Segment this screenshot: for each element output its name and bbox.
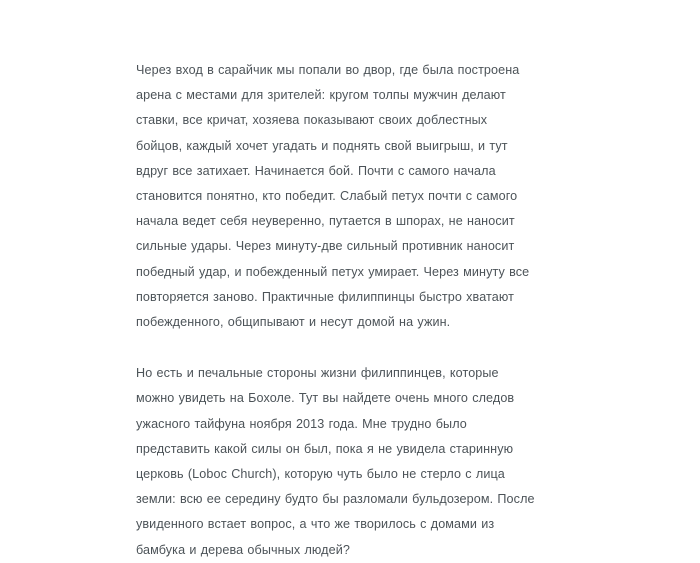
paragraph-1: Через вход в сарайчик мы попали во двор, где была построена арена с местами для зрителей: кругом толпы мужчин делают ставки, все кричат, хозяева показывают своих доблестных бойцов, каждый хочет угадать и поднять свой выигрыш, и тут вдруг все затихает. Начинается бой. Почти с самого начала становится понятно, кто победит. Слабый петух почти с самого начала ведет себя неуверенно, путается в шпорах, не наносит сильные удары. Через минуту-две сильный противник наносит победный удар, и побежденный петух умирает. Через минуту все повторяется заново. Практичные филиппинцы быстро хватают побежденного, общипывают и несут домой на ужин. [136,63,530,330]
paragraph-2: Но есть и печальные стороны жизни филиппинцев, которые можно увидеть на Бохоле. Тут вы найдете очень много следов ужасного тайфуна ноября 2013 года. Мне трудно было представить какой силы он был, пока я не увидела старинную церковь (Loboc Church), которую чуть было не стерло с лица земли: всю ее середину будто бы разломали бульдозером. После увиденного встает вопрос, а что же творилось с домами из бамбука и дерева обычных людей? [136,366,535,557]
article-body [136,58,536,563]
